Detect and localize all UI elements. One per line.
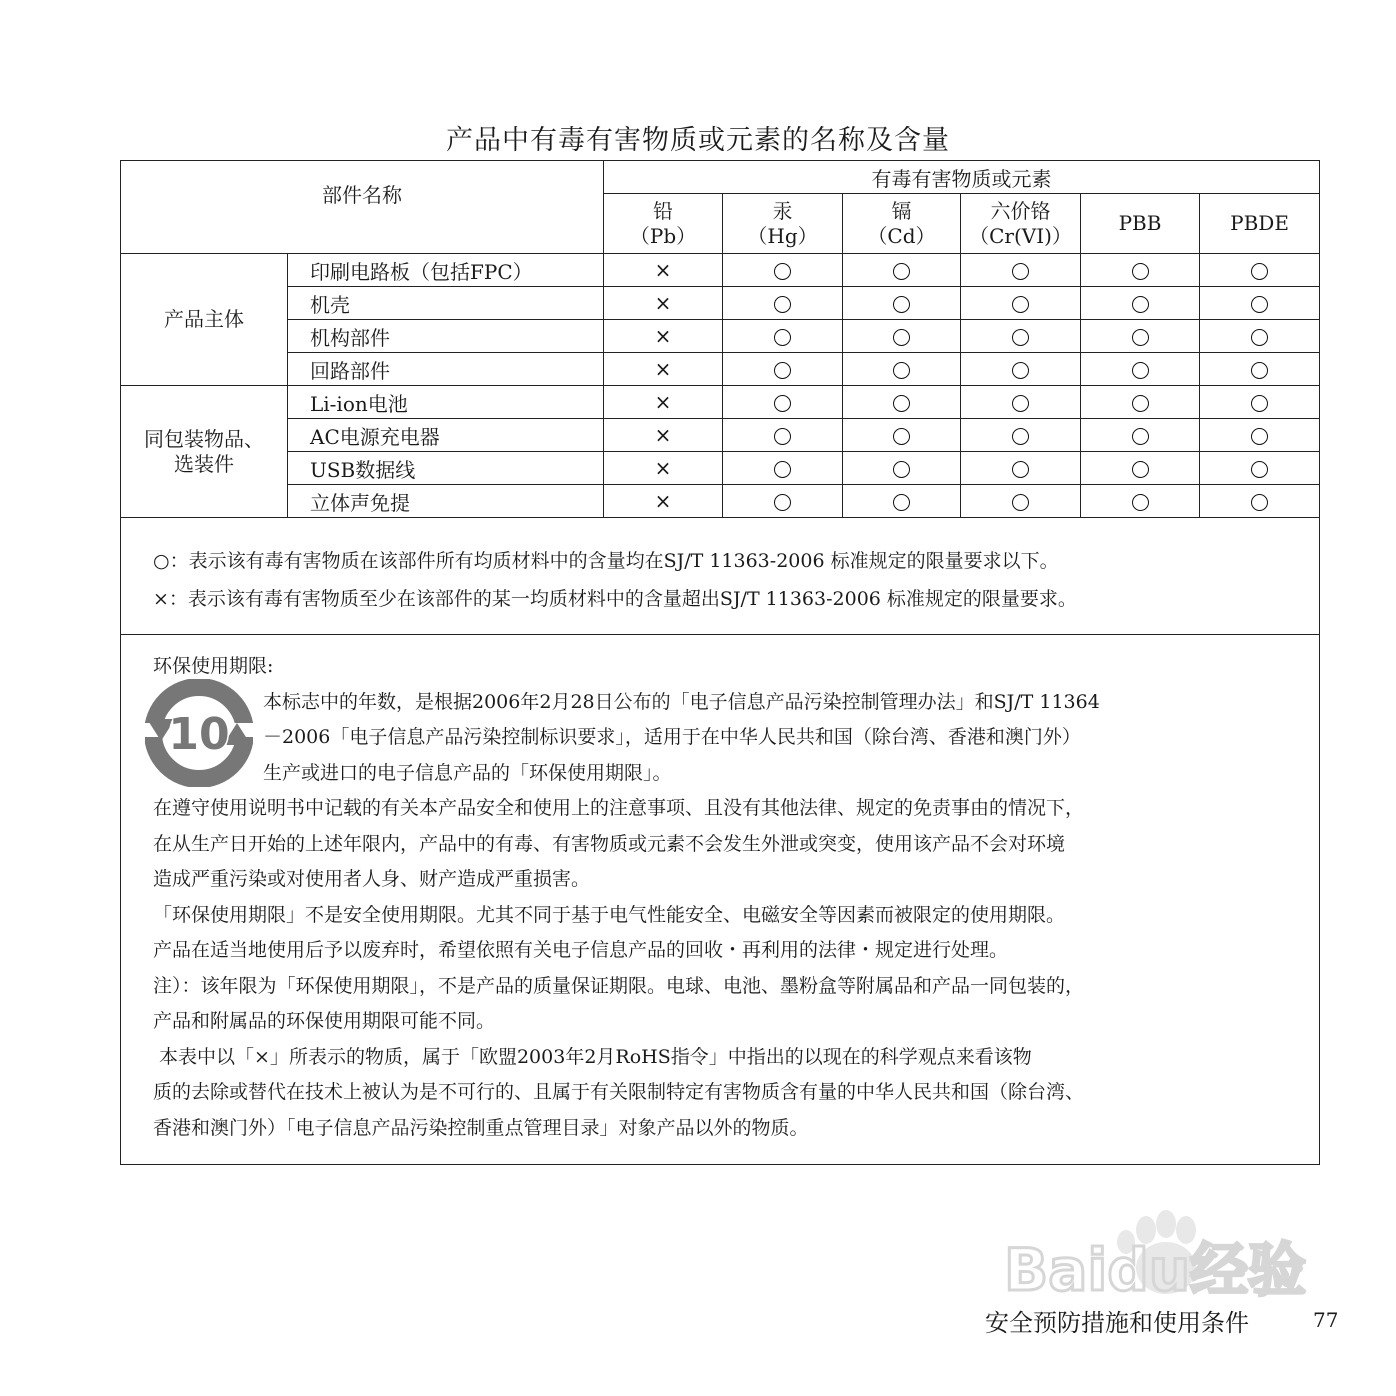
cross-mark: × <box>654 390 672 414</box>
circle-mark <box>774 428 791 445</box>
element-symbol: （Cd） <box>867 223 936 248</box>
circle-mark <box>774 263 791 280</box>
circle-mark <box>1132 395 1149 412</box>
eco-text-line: 香港和澳门外）「电子信息产品污染控制重点管理目录」对象产品以外的物质。 <box>153 1116 809 1139</box>
circle-mark <box>1251 428 1268 445</box>
circle-mark <box>1132 329 1149 346</box>
cross-mark: × <box>654 423 672 447</box>
part-name: USB数据线 <box>288 452 604 485</box>
circle-mark <box>893 329 910 346</box>
table-row <box>121 353 1320 386</box>
table-row <box>121 386 1320 419</box>
element-symbol: （Pb） <box>629 223 697 248</box>
eco-text-line: 产品和附属品的环保使用期限可能不同。 <box>153 1010 496 1032</box>
hazardous-substances-table <box>120 160 1320 1165</box>
circle-mark <box>1012 395 1029 412</box>
element-symbol: （Hg） <box>747 223 818 248</box>
eco-text-line: 本表中以「×」所表示的物质，属于「欧盟2003年2月RoHS指令」中指出的以现在的科学观点来看该物 <box>153 1045 1032 1068</box>
circle-mark <box>1012 494 1029 511</box>
element-symbol: （Cr(VI)） <box>969 223 1072 248</box>
part-name: 立体声免提 <box>288 485 604 518</box>
circle-legend: ○：表示该有毒有害物质在该部件所有均质材料中的含量均在SJ/T 11363-2006 标准规定的限量要求以下。 <box>153 550 1059 572</box>
eco-text-line: 造成严重污染或对使用者人身、财产造成严重损害。 <box>153 868 591 890</box>
element-name: PBDE <box>1230 211 1289 235</box>
circle-mark <box>1251 395 1268 412</box>
eco-text-line: 在遵守使用说明书中记载的有关本产品安全和使用上的注意事项、且没有其他法律、规定的免责事由的情况下， <box>153 797 1085 819</box>
table-row <box>121 485 1320 518</box>
circle-mark <box>1251 461 1268 478</box>
part-name: AC电源充电器 <box>288 419 604 452</box>
eco-text-line: 质的去除或替代在技术上被认为是不可行的、且属于有关限制特定有害物质含有量的中华人民共和国（除台湾、 <box>153 1081 1085 1103</box>
page-number: 77 <box>1313 1308 1339 1332</box>
legend-notes <box>121 518 1320 635</box>
circle-mark <box>1251 329 1268 346</box>
part-name: Li-ion电池 <box>288 386 604 419</box>
circle-mark <box>1012 296 1029 313</box>
element-name: 镉 <box>891 198 912 223</box>
element-header <box>604 194 723 254</box>
group-name: 产品主体 <box>121 254 288 386</box>
cross-mark: × <box>654 489 672 513</box>
circle-mark <box>774 329 791 346</box>
element-name: 铅 <box>653 198 673 223</box>
circle-mark <box>1132 428 1149 445</box>
table-row <box>121 419 1320 452</box>
circle-mark <box>774 362 791 379</box>
element-name: 六价铬 <box>990 198 1051 223</box>
circle-mark <box>893 461 910 478</box>
element-header <box>1200 194 1320 254</box>
circle-mark <box>893 263 910 280</box>
eco-period-10-logo <box>145 679 253 787</box>
circle-mark <box>1251 494 1268 511</box>
element-name: 汞 <box>772 198 793 223</box>
element-name: PBB <box>1118 211 1162 235</box>
circle-mark <box>893 395 910 412</box>
part-name: 回路部件 <box>288 353 604 386</box>
table-row <box>121 287 1320 320</box>
cross-mark: × <box>654 258 672 282</box>
element-header <box>961 194 1081 254</box>
cross-legend: ×：表示该有毒有害物质至少在该部件的某一均质材料中的含量超出SJ/T 11363-2006 标准规定的限量要求。 <box>153 588 1077 610</box>
circle-mark <box>774 494 791 511</box>
eco-text-line: 产品在适当地使用后予以废弃时，希望依照有关电子信息产品的回收・再利用的法律・规定进行处理。 <box>153 939 1009 961</box>
cross-mark: × <box>654 324 672 348</box>
circle-mark <box>1251 362 1268 379</box>
table-row <box>121 452 1320 485</box>
element-header <box>723 194 843 254</box>
circle-mark <box>1132 263 1149 280</box>
footer-section-title: 安全预防措施和使用条件 <box>985 1309 1249 1337</box>
circle-mark <box>893 296 910 313</box>
circle-mark <box>1132 296 1149 313</box>
eco-text-line: 在从生产日开始的上述年限内，产品中的有毒、有害物质或元素不会发生外泄或突变，使用该产品不会对环境 <box>153 832 1066 855</box>
circle-mark <box>1012 461 1029 478</box>
group-name: 同包装物品、 选装件 <box>121 386 288 518</box>
circle-mark <box>1132 494 1149 511</box>
part-name: 印刷电路板（包括FPC） <box>288 254 604 287</box>
eco-period-section <box>121 635 1320 1165</box>
part-name-header: 部件名称 <box>121 161 604 254</box>
circle-mark <box>774 296 791 313</box>
baidu-jingyan-watermark <box>998 1210 1318 1300</box>
toxic-substances-header: 有毒有害物质或元素 <box>604 161 1320 194</box>
circle-mark <box>1132 461 1149 478</box>
circle-mark <box>1012 263 1029 280</box>
circle-mark <box>893 362 910 379</box>
eco-logo-text-line: 生产或进口的电子信息产品的「环保使用期限」。 <box>263 761 672 784</box>
circle-mark <box>893 428 910 445</box>
cross-mark: × <box>654 456 672 480</box>
circle-mark <box>1251 263 1268 280</box>
circle-mark <box>1251 296 1268 313</box>
circle-mark <box>1012 362 1029 379</box>
cross-mark: × <box>654 291 672 315</box>
circle-mark <box>1132 362 1149 379</box>
circle-mark <box>1012 329 1029 346</box>
table-row <box>121 320 1320 353</box>
circle-mark <box>774 461 791 478</box>
eco-logo-text-line: －2006「电子信息产品污染控制标识要求」，适用于在中华人民共和国（除台湾、香港和澳门外） <box>263 726 1081 748</box>
element-header <box>1081 194 1200 254</box>
cross-mark: × <box>654 357 672 381</box>
circle-mark <box>893 494 910 511</box>
part-name: 机构部件 <box>288 320 604 353</box>
watermark-text: Baidu经验 <box>1004 1236 1307 1300</box>
logo-number: 10 <box>168 709 230 760</box>
table-row <box>121 254 1320 287</box>
circle-mark <box>1012 428 1029 445</box>
part-name: 机壳 <box>288 287 604 320</box>
page-title: 产品中有毒有害物质或元素的名称及含量 <box>446 125 950 156</box>
eco-text-line: 注）：该年限为「环保使用期限」，不是产品的质量保证期限。电球、电池、墨粉盒等附属品和产品一同包装的， <box>153 974 1085 997</box>
eco-heading: 环保使用期限: <box>153 655 274 677</box>
eco-text-line: 「环保使用期限」不是安全使用期限。尤其不同于基于电气性能安全、电磁安全等因素而被限定的使用期限。 <box>153 903 1066 926</box>
eco-logo-text-line: 本标志中的年数，是根据2006年2月28日公布的「电子信息产品污染控制管理办法」和SJ/T 11364 <box>263 690 1100 713</box>
element-header <box>843 194 961 254</box>
circle-mark <box>774 395 791 412</box>
